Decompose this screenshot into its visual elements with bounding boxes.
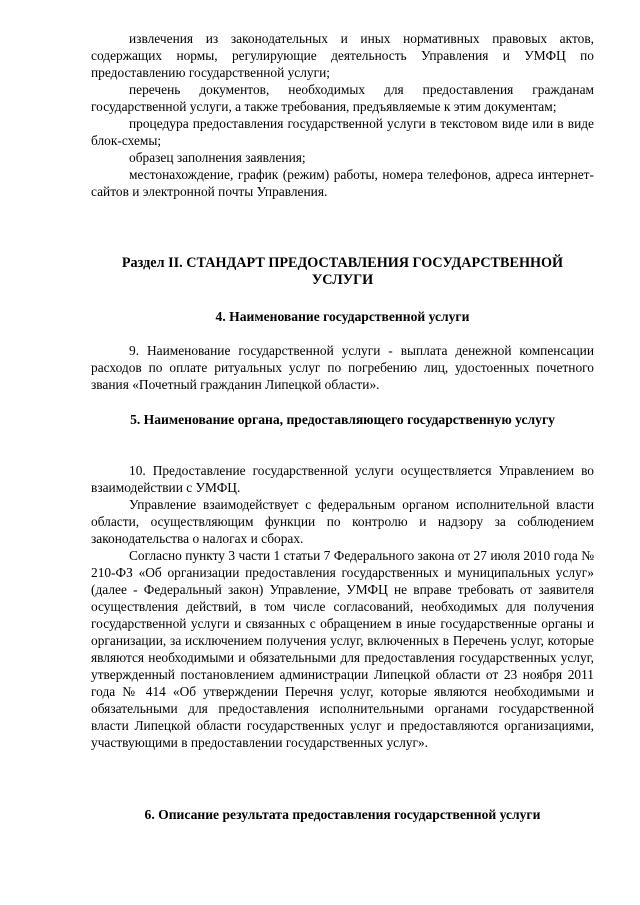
paragraph-federal-law: Согласно пункту 3 части 1 статьи 7 Федерального закона от 27 июля 2010 года № 210-ФЗ «Об организации предоставления государственных и муниципальных услуг» (далее - Федеральный закон) Управление, УМФЦ не вправе требовать от заявителя осуществления действий, в том числе согласований, необходимых для получения государственной услуги и связанных с обращением в иные государственные органы и организации, за исключением получения услуг, включенных в Перечень услуг, которые являются необходимыми и обязательными для предоставления государственных услуг, утвержденный постановлением администрации Липецкой области от 23 ноября 2011 года № 414 «Об утверждении Перечня услуг, которые являются необходимыми и обязательными для предоставления исполнительными органами государственной власти Липецкой области государственных услуг и предоставляются организациями, участвующими в предоставлении государственных услуг». [91, 548, 594, 750]
paragraph-9 [91, 342, 594, 393]
section-5-body [91, 462, 594, 751]
intro-list [91, 30, 594, 200]
heading-result: 6. Описание результата предоставления государственной услуги [144, 807, 541, 822]
heading-service-name: 4. Наименование государственной услуги [215, 309, 470, 324]
paragraph-interaction: Управление взаимодействует с федеральным органом исполнительной власти области, осуществляющим функции по контролю и надзору за соблюдением законодательства о налогах и сборах. [91, 497, 594, 546]
section-title: Раздел II. СТАНДАРТ ПРЕДОСТАВЛЕНИЯ ГОСУДАРСТВЕННОЙ УСЛУГИ [121, 255, 564, 288]
intro-item-sample: образец заполнения заявления; [129, 150, 306, 165]
intro-item-procedure: процедура предоставления государственной услуги в текстовом виде или в виде блок-схемы; [91, 116, 594, 148]
intro-item-documents: перечень документов, необходимых для предоставления гражданам государственной услуги, а также требования, предъявляемые к этим документам; [91, 82, 594, 114]
intro-item-extracts: извлечения из законодательных и иных нормативных правовых актов, содержащих нормы, регулирующие деятельность Управления и УМФЦ по предоставлению государственной услуги; [91, 31, 594, 80]
paragraph-9-text: 9. Наименование государственной услуги - выплата денежной компенсации расходов по оплате ритуальных услуг по погребению лиц, удостоенных почетного звания «Почетный гражданин Липецкой области». [91, 343, 594, 392]
paragraph-10: 10. Предоставление государственной услуги осуществляется Управлением во взаимодействии с УМФЦ. [91, 463, 594, 495]
heading-authority: 5. Наименование органа, предоставляющего государственную услугу [130, 412, 555, 427]
intro-item-location: местонахождение, график (режим) работы, номера телефонов, адреса интернет-сайтов и электронной почты Управления. [91, 167, 594, 199]
